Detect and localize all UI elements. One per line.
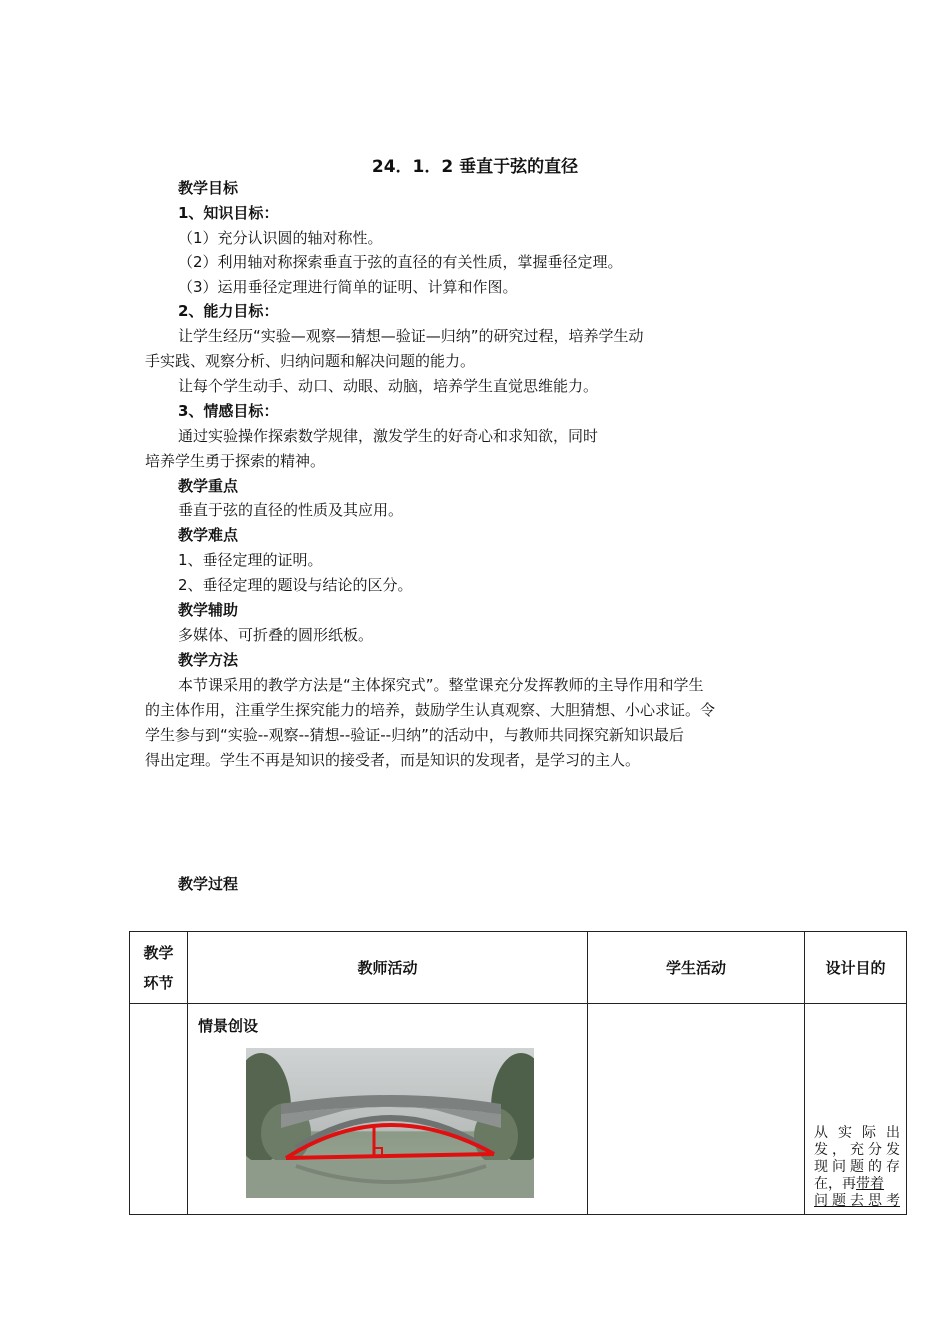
- knowledge-item: （1）充分认识圆的轴对称性。: [178, 229, 383, 247]
- purpose-line-mixed: [814, 1176, 900, 1193]
- aids-text: 多媒体、可折叠的圆形纸板。: [178, 626, 374, 644]
- purpose-line: 现问题的存: [814, 1159, 900, 1175]
- header-stage-line1: 教学: [143, 943, 174, 962]
- method-line: 本节课采用的教学方法是“主体探究式”。整堂课充分发挥教师的主导作用和学生: [178, 676, 704, 694]
- page-title: 24．1．2 垂直于弦的直径: [371, 157, 579, 177]
- difficulty-item: 2、垂径定理的题设与结论的区分。: [178, 576, 413, 594]
- objectives-heading: 教学目标: [178, 179, 239, 197]
- knowledge-item: （2）利用轴对称探索垂直于弦的直径的有关性质，掌握垂径定理。: [178, 253, 623, 271]
- ability-line: 手实践、观察分析、归纳问题和解决问题的能力。: [145, 352, 476, 370]
- table-row: [130, 1004, 907, 1215]
- emotion-heading: 3、情感目标：: [178, 402, 279, 420]
- scenario-title: 情景创设: [198, 1017, 259, 1035]
- knowledge-heading: 1、知识目标：: [178, 204, 279, 222]
- difficulty-item: 1、垂径定理的证明。: [178, 551, 323, 569]
- emotion-line: 通过实验操作探索数学规律，激发学生的好奇心和求知欲，同时: [178, 427, 599, 445]
- ability-heading: 2、能力目标：: [178, 302, 279, 320]
- purpose-segment: 在，再: [814, 1176, 856, 1192]
- aids-heading: 教学辅助: [178, 601, 239, 619]
- purpose-line-underlined: 问题去思考: [814, 1193, 900, 1209]
- key-text: 垂直于弦的直径的性质及其应用。: [178, 501, 404, 519]
- purpose-line: 从 实 际 出: [814, 1125, 900, 1141]
- key-heading: 教学重点: [178, 477, 239, 495]
- method-line: 的主体作用，注重学生探究能力的培养，鼓励学生认真观察、大胆猜想、小心求证。令: [145, 701, 716, 719]
- purpose-line: 发，充分发: [814, 1142, 900, 1158]
- ability-line: 让每个学生动手、动口、动眼、动脑，培养学生直觉思维能力。: [178, 377, 599, 395]
- process-heading: 教学过程: [178, 875, 239, 893]
- knowledge-item: （3）运用垂径定理进行简单的证明、计算和作图。: [178, 278, 518, 296]
- difficulty-heading: 教学难点: [178, 526, 239, 544]
- purpose-text: [814, 1125, 900, 1210]
- header-stage-line2: 环节: [143, 973, 174, 992]
- header-student: 学生活动: [588, 932, 805, 1004]
- header-teacher: 教师活动: [188, 932, 588, 1004]
- teacher-activity-cell: [188, 1004, 588, 1215]
- emotion-line: 培养学生勇于探索的精神。: [145, 452, 326, 470]
- header-stage: [130, 932, 188, 1004]
- bridge-photo: [246, 1048, 534, 1198]
- method-heading: 教学方法: [178, 651, 239, 669]
- table-header-row: [130, 932, 907, 1004]
- student-activity-cell: [588, 1004, 805, 1215]
- header-purpose: 设计目的: [805, 932, 907, 1004]
- method-line: 得出定理。学生不再是知识的接受者，而是知识的发现者，是学习的主人。: [145, 751, 641, 769]
- purpose-segment-underlined: 带着: [856, 1176, 884, 1192]
- method-line: 学生参与到“实验--观察--猜想--验证--归纳”的活动中，与教师共同探究新知识最后: [145, 726, 684, 744]
- teaching-process-table: [129, 931, 907, 1215]
- purpose-cell: [805, 1004, 907, 1215]
- stage-cell: [130, 1004, 188, 1215]
- ability-line: 让学生经历“实验—观察—猜想—验证—归纳”的研究过程，培养学生动: [178, 327, 644, 345]
